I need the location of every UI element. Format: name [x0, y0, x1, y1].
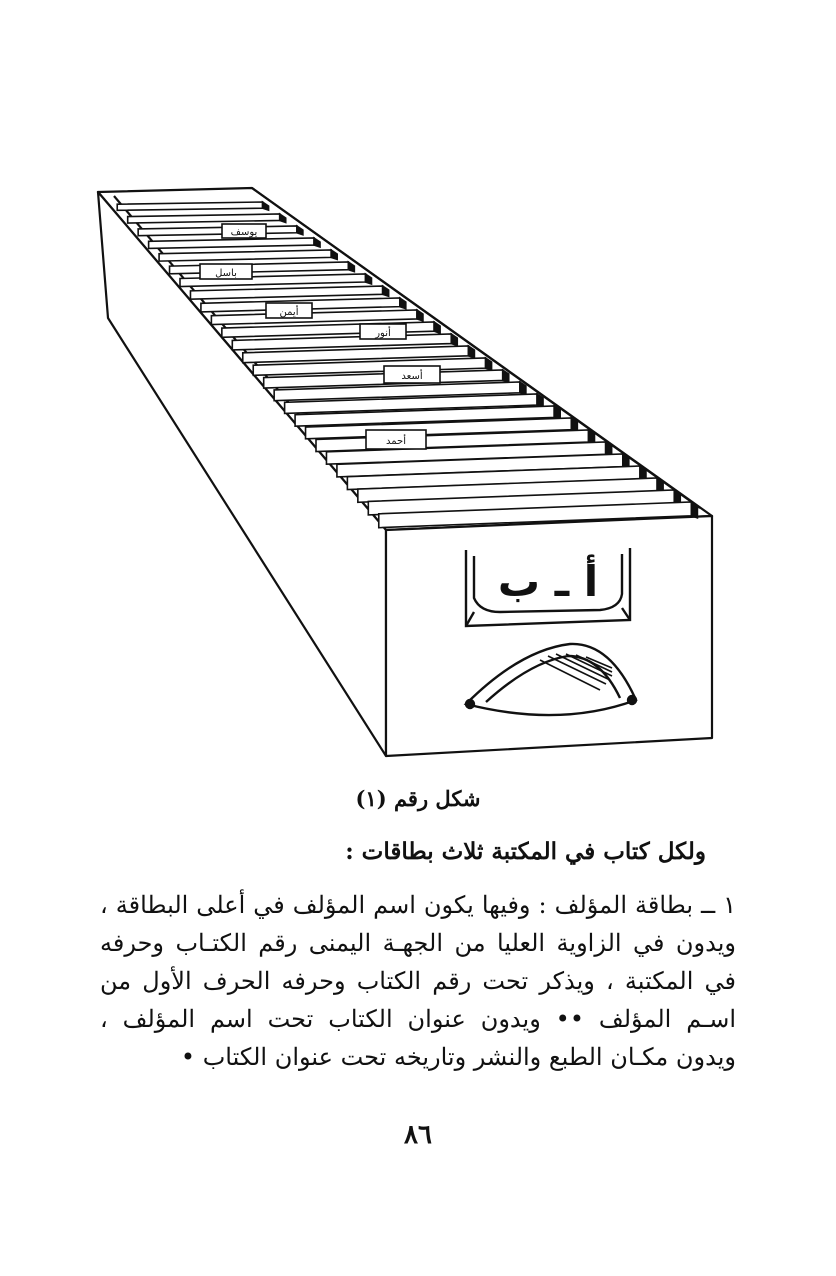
card-tab-4-label: أنور: [375, 328, 391, 339]
paragraph-author-card: ١ ــ بطاقة المؤلف : وفيها يكون اسم المؤلف في أعلى البطاقة ، ويدون في الزاوية العليا من الجهـة اليمنى رقم الكتـاب وحرفه في المكتبة ، ويذكر تحت رقم الكتاب وحرفه الحرف الأول من اسـم المؤلف •• ويدون عنوان الكتاب تحت اسم المؤلف ، ويدون مكـان الطبع والنشر وتاريخه تحت عنوان الكتاب •: [100, 891, 736, 1071]
card-tab-5-label: أسعد: [401, 371, 423, 382]
drawer-front-face: [386, 516, 712, 756]
card-tab-1-label: يوسف: [230, 227, 258, 238]
section-heading: ولكل كتاب في المكتبة ثلاث بطاقات :: [345, 838, 706, 865]
body-text: [100, 886, 736, 1076]
card-tab-3-label: أيمن: [279, 307, 299, 318]
divider-card: [117, 202, 262, 210]
card-tab-2-label: باسل: [215, 268, 237, 279]
card-tab-6-label: أحمد: [386, 436, 406, 447]
drawer-label: أ ـ ب: [497, 557, 599, 606]
page-number: ٨٦: [404, 1120, 432, 1150]
figure-caption: شكل رقم (١): [355, 786, 481, 811]
